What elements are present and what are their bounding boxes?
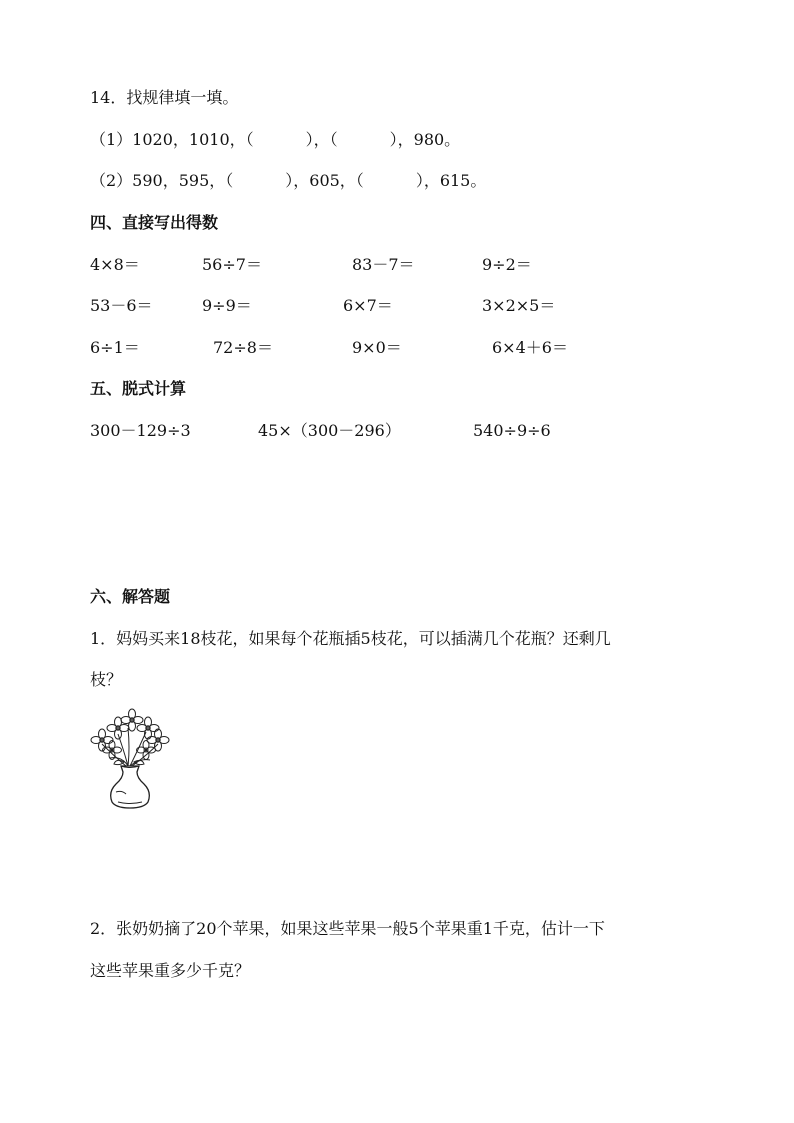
math-item: 9÷2＝ — [482, 255, 532, 274]
section-5-title: 五、脱式计算 — [90, 379, 187, 398]
q14-row-2 — [90, 171, 486, 191]
math-item: 83－7＝ — [352, 255, 415, 274]
math-item: 72÷8＝ — [213, 338, 273, 357]
q14-row-1 — [90, 130, 460, 150]
math-item: 6÷1＝ — [90, 338, 140, 357]
q14-title: 14．找规律填一填。 — [90, 88, 239, 107]
q14-row-1-part-c: ），980。 — [389, 130, 461, 149]
calc-item: 540÷9÷6 — [473, 421, 551, 440]
q14-row-1-part-b: ），（ — [305, 130, 338, 149]
math-item: 9÷9＝ — [202, 296, 252, 315]
math-item: 9×0＝ — [352, 338, 402, 357]
math-item: 56÷7＝ — [202, 255, 262, 274]
math-item: 6×7＝ — [343, 296, 393, 315]
math-item: 6×4＋6＝ — [492, 338, 568, 357]
q2-text-line-1: 2．张奶奶摘了20个苹果，如果这些苹果一般5个苹果重1千克，估计一下 — [90, 919, 605, 938]
section-6-title: 六、解答题 — [90, 587, 171, 606]
q1-text-line-2: 枝？ — [90, 670, 123, 689]
section-4-title: 四、直接写出得数 — [90, 213, 219, 232]
math-item: 53－6＝ — [90, 296, 153, 315]
q14-row-2-part-a: （2）590，595，（ — [90, 171, 234, 190]
q1-text-line-1: 1．妈妈买来18枝花，如果每个花瓶插5枝花，可以插满几个花瓶？还剩几 — [90, 629, 611, 648]
flower-vase-icon — [88, 706, 172, 810]
math-item: 3×2×5＝ — [482, 296, 556, 315]
q14-row-2-part-b: ），605，（ — [285, 171, 364, 190]
q14-row-2-part-c: ），615。 — [415, 171, 487, 190]
q14-row-1-part-a: （1）1020，1010，（ — [90, 130, 254, 149]
calc-item: 45×（300－296） — [258, 421, 401, 440]
q2-text-line-2: 这些苹果重多少千克？ — [90, 961, 251, 980]
math-item: 4×8＝ — [90, 255, 140, 274]
calc-item: 300－129÷3 — [90, 421, 191, 440]
